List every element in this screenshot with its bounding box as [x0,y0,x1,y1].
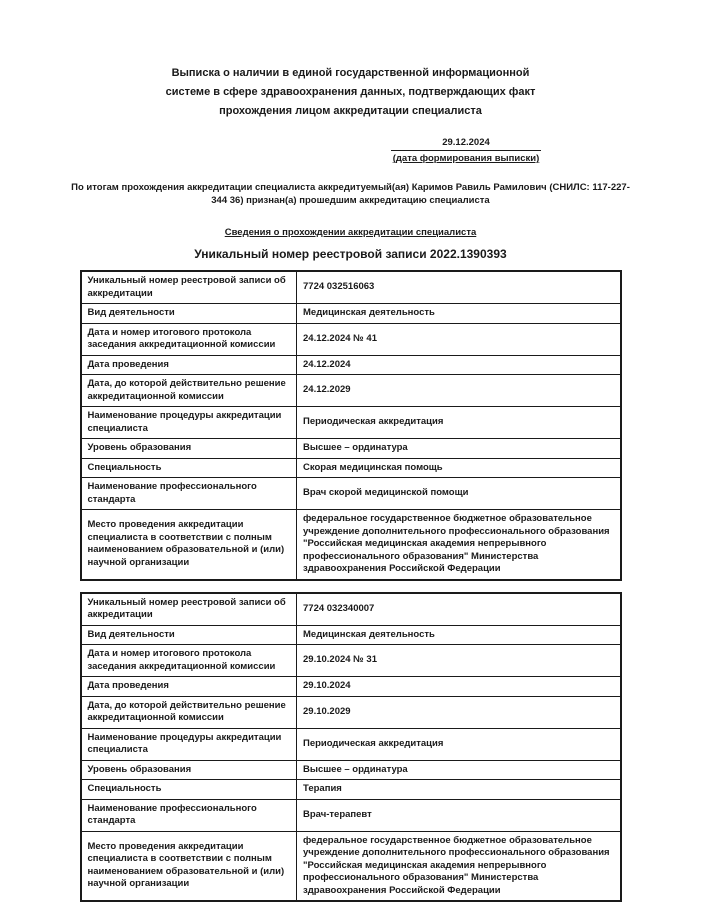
row-label: Специальность [81,780,297,800]
issue-date: 29.12.2024 [391,137,541,151]
document-title-line: системе в сфере здравоохранения данных, подтверждающих факт [0,83,701,102]
table-row [81,728,621,760]
row-value: Периодическая аккредитация [297,728,621,760]
intro-line: По итогам прохождения аккредитации специалиста аккредитуемый(ая) Каримов Равиль Рамилович (СНИЛС: 117-227- [0,181,701,194]
row-value: Медицинская деятельность [297,625,621,645]
table-row [81,677,621,697]
intro-line: 344 36) признан(а) прошедшим аккредитацию специалиста [0,194,701,207]
table-row [81,696,621,728]
row-value: Медицинская деятельность [297,304,621,324]
row-label: Место проведения аккредитации специалиста в соответствии с полным наименованием образовательной и (или) научной организации [81,510,297,580]
row-value: 29.10.2024 № 31 [297,645,621,677]
row-value: федеральное государственное бюджетное образовательное учреждение дополнительного профессионального образования "Российская медицинская академия непрерывного профессионального образования" Министерства здравоохранения Российской Федерации [297,831,621,901]
document-title [0,64,701,121]
table-row [81,304,621,324]
row-value: Терапия [297,780,621,800]
row-label: Вид деятельности [81,304,297,324]
row-label: Специальность [81,458,297,478]
table-row [81,323,621,355]
table-row [81,760,621,780]
issue-date-block [391,137,541,164]
table-row [81,439,621,459]
row-value: Высшее – ординатура [297,439,621,459]
intro-paragraph [0,181,701,207]
row-value: 7724 032516063 [297,271,621,304]
row-label: Уровень образования [81,439,297,459]
row-value: 24.12.2029 [297,375,621,407]
row-value: 29.10.2024 [297,677,621,697]
row-label: Уровень образования [81,760,297,780]
accreditation-table-1 [80,270,622,581]
table-row [81,645,621,677]
row-label: Наименование профессионального стандарта [81,478,297,510]
section-heading: Сведения о прохождении аккредитации специалиста [0,227,701,238]
row-label: Наименование процедуры аккредитации специалиста [81,728,297,760]
row-label: Дата проведения [81,355,297,375]
row-value: Скорая медицинская помощь [297,458,621,478]
row-value: Высшее – ординатура [297,760,621,780]
row-value: федеральное государственное бюджетное образовательное учреждение дополнительного профессионального образования "Российская медицинская академия непрерывного профессионального образования" Министерства здравоохранения Российской Федерации [297,510,621,580]
table-row [81,355,621,375]
table-row [81,407,621,439]
row-label: Вид деятельности [81,625,297,645]
table-row [81,593,621,626]
row-value: Врач-терапевт [297,799,621,831]
row-label: Наименование профессионального стандарта [81,799,297,831]
table-row [81,458,621,478]
document-title-line: прохождения лицом аккредитации специалиста [0,102,701,121]
row-value: Периодическая аккредитация [297,407,621,439]
row-value: Врач скорой медицинской помощи [297,478,621,510]
row-value: 24.12.2024 № 41 [297,323,621,355]
accreditation-table-2 [80,592,622,902]
table-row [81,478,621,510]
document-title-line: Выписка о наличии в единой государственной информационной [0,64,701,83]
issue-date-caption: (дата формирования выписки) [391,151,541,164]
row-label: Уникальный номер реестровой записи об аккредитации [81,271,297,304]
row-label: Место проведения аккредитации специалиста в соответствии с полным наименованием образовательной и (или) научной организации [81,831,297,901]
table-row [81,780,621,800]
row-label: Уникальный номер реестровой записи об аккредитации [81,593,297,626]
table-row [81,799,621,831]
table-row [81,271,621,304]
row-label: Дата проведения [81,677,297,697]
row-label: Дата и номер итогового протокола заседания аккредитационной комиссии [81,645,297,677]
row-label: Наименование процедуры аккредитации специалиста [81,407,297,439]
table-row [81,510,621,580]
record-heading: Уникальный номер реестровой записи 2022.1390393 [0,247,701,261]
table-row [81,831,621,901]
row-value: 7724 032340007 [297,593,621,626]
row-value: 29.10.2029 [297,696,621,728]
table-row [81,375,621,407]
row-label: Дата, до которой действительно решение аккредитационной комиссии [81,696,297,728]
row-value: 24.12.2024 [297,355,621,375]
row-label: Дата, до которой действительно решение аккредитационной комиссии [81,375,297,407]
table-row [81,625,621,645]
row-label: Дата и номер итогового протокола заседания аккредитационной комиссии [81,323,297,355]
